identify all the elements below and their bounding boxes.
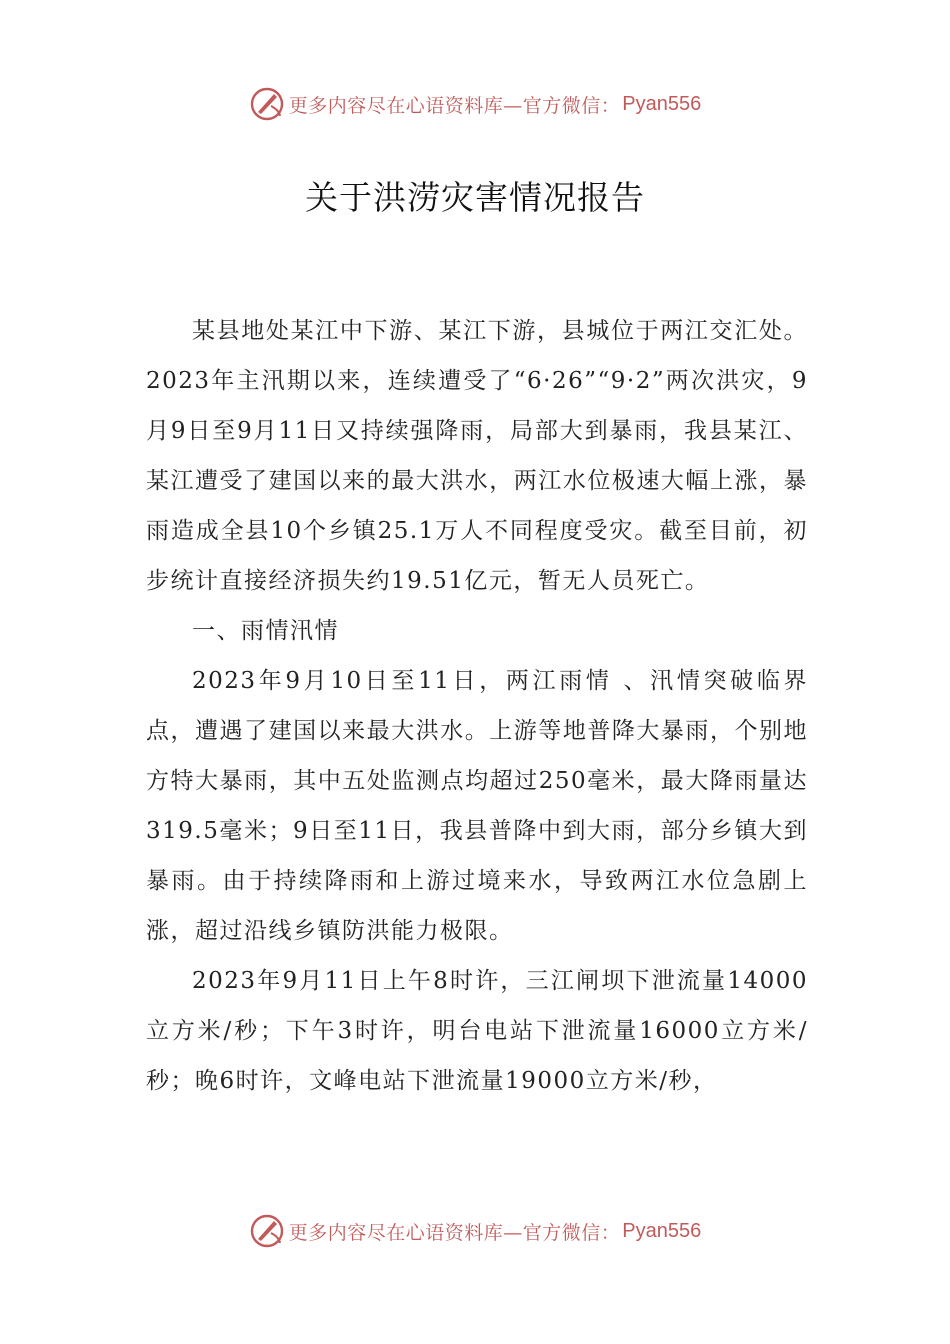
- document-title: 关于洪涝灾害情况报告: [305, 178, 645, 217]
- paragraph-rain-situation: 2023年9月10日至11日，两江雨情 、汛情突破临界点，遭遇了建国以来最大洪水。上游等地普降大暴雨，个别地方特大暴雨，其中五处监测点均超过250毫米，最大降雨量达319.5毫米；9日至11日，我县普降中到大雨，部分乡镇大到暴雨。由于持续降雨和上游过境来水，导致两江水位急剧上涨，超过沿线乡镇防洪能力极限。: [146, 668, 808, 944]
- watermark-wechat-id: Pyan556: [622, 92, 702, 115]
- document-body: [146, 306, 808, 1106]
- watermark-text: 更多内容尽在心语资料库—官方微信：: [288, 1221, 621, 1244]
- watermark-wechat-id: Pyan556: [622, 1219, 702, 1242]
- watermark-group: [249, 86, 701, 122]
- watermark-banner-bottom: [0, 1211, 950, 1251]
- watermark-text: 更多内容尽在心语资料库—官方微信：: [288, 94, 621, 117]
- paragraph-discharge-flow: 2023年9月11日上午8时许，三江闸坝下泄流量14000立方米/秒；下午3时许，明台电站下泄流量16000立方米/秒；晚6时许，文峰电站下泄流量19000立方米/秒，: [146, 968, 808, 1094]
- quill-logo-icon: [249, 86, 285, 122]
- watermark-group: [249, 1213, 701, 1249]
- section-heading-rain-flood: 一、雨情汛情: [192, 618, 339, 644]
- quill-logo-icon: [249, 1213, 285, 1249]
- paragraph-intro: 某县地处某江中下游、某江下游，县城位于两江交汇处。2023年主汛期以来，连续遭受了“6·26”“9·2”两次洪灾，9月9日至9月11日又持续强降雨，局部大到暴雨，我县某江、某江遭受了建国以来的最大洪水，两江水位极速大幅上涨，暴雨造成全县10个乡镇25.1万人不同程度受灾。截至目前，初步统计直接经济损失约19.51亿元，暂无人员死亡。: [146, 318, 808, 594]
- watermark-banner-top: [0, 84, 950, 124]
